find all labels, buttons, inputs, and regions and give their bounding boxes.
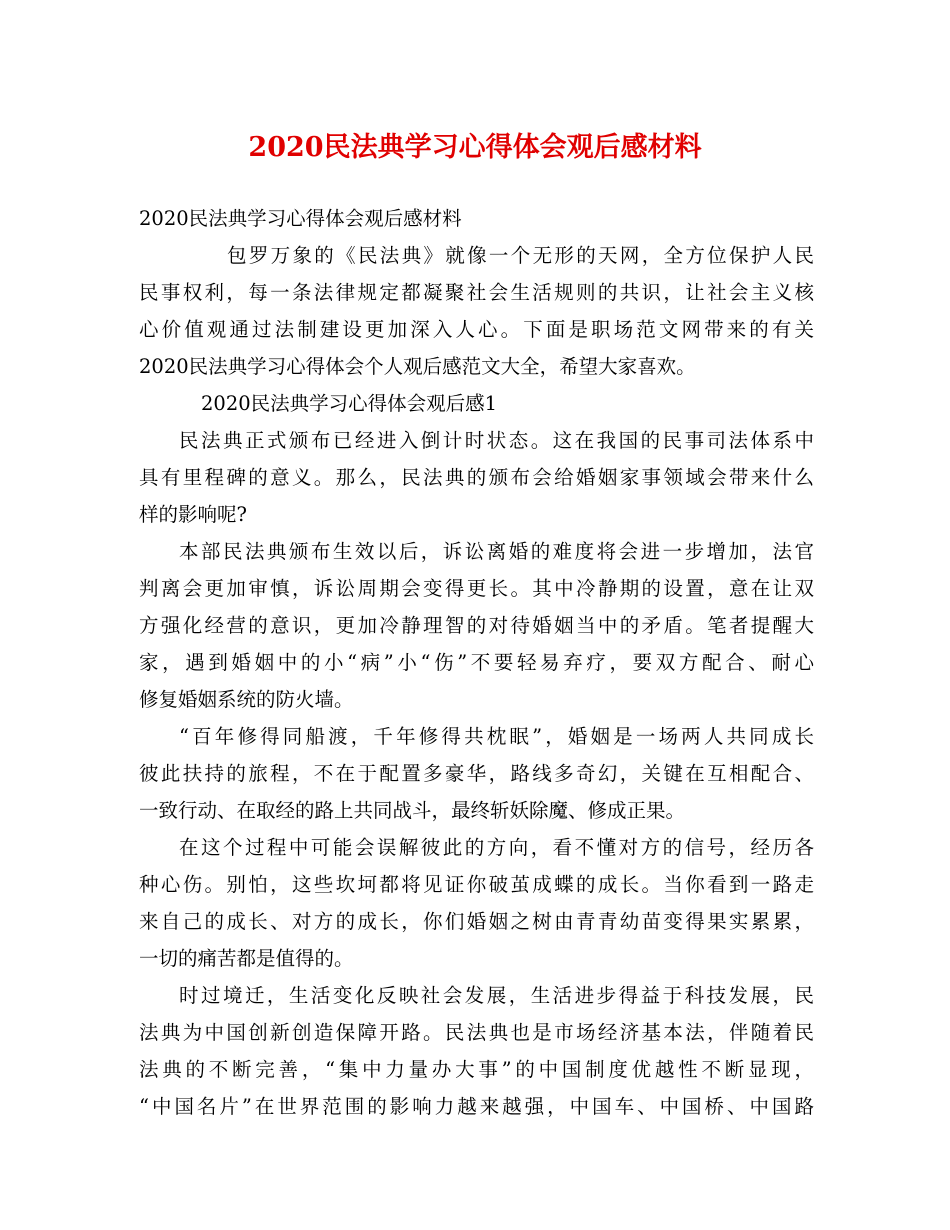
paragraph-line: 判离会更加审慎，诉讼周期会变得更长。其中冷静期的设置，意在让双 <box>139 577 814 600</box>
paragraph-line: 修复婚姻系统的防火墙。 <box>139 688 354 711</box>
paragraph-line: “百年修得同船渡，千年修得共枕眠”，婚姻是一场两人共同成长 <box>179 725 814 748</box>
intro-line: 包罗万象的《民法典》就像一个无形的天网，全方位保护人民 <box>227 244 814 267</box>
paragraph-line: 法典的不断完善，“集中力量办大事”的中国制度优越性不断显现， <box>139 1058 814 1081</box>
paragraph-line: 彼此扶持的旅程，不在于配置多豪华，路线多奇幻，关键在互相配合、 <box>139 762 814 785</box>
intro-line: 民事权利，每一条法律规定都凝聚社会生活规则的共识，让社会主义核 <box>139 281 814 304</box>
paragraph-line: 一致行动、在取经的路上共同战斗，最终斩妖除魔、修成正果。 <box>139 799 686 822</box>
paragraph-line: 具有里程碑的意义。那么，民法典的颁布会给婚姻家事领域会带来什么 <box>139 466 814 489</box>
document-body <box>139 200 814 1125</box>
paragraph-line: 法典为中国创新创造保障开路。民法典也是市场经济基本法，伴随着民 <box>139 1021 814 1044</box>
section-subheading: 2020民法典学习心得体会观后感1 <box>201 392 498 415</box>
paragraph-line: 种心伤。别怕，这些坎坷都将见证你破茧成蝶的成长。当你看到一路走 <box>139 873 814 896</box>
body-heading: 2020民法典学习心得体会观后感材料 <box>139 207 462 230</box>
paragraph-line: 样的影响呢? <box>139 503 247 526</box>
paragraph-line: 来自己的成长、对方的成长，你们婚姻之树由青青幼苗变得果实累累， <box>139 910 814 933</box>
paragraph-line: 家，遇到婚姻中的小“病”小“伤”不要轻易弃疗，要双方配合、耐心 <box>139 651 814 674</box>
paragraph-line: 方强化经营的意识，更加冷静理智的对待婚姻当中的矛盾。笔者提醒大 <box>139 614 814 637</box>
paragraph-line: 本部民法典颁布生效以后，诉讼离婚的难度将会进一步增加，法官 <box>179 540 814 563</box>
paragraph-line: 时过境迁，生活变化反映社会发展，生活进步得益于科技发展，民 <box>179 984 814 1007</box>
paragraph-line: “中国名片”在世界范围的影响力越来越强，中国车、中国桥、中国路 <box>139 1095 814 1118</box>
paragraph-line: 一切的痛苦都是值得的。 <box>139 947 354 970</box>
intro-line: 心价值观通过法制建设更加深入人心。下面是职场范文网带来的有关 <box>139 318 814 341</box>
paragraph-line: 在这个过程中可能会误解彼此的方向，看不懂对方的信号，经历各 <box>179 836 814 859</box>
intro-line: 2020民法典学习心得体会个人观后感范文大全，希望大家喜欢。 <box>139 355 696 378</box>
paragraph-line: 民法典正式颁布已经进入倒计时状态。这在我国的民事司法体系中 <box>179 429 814 452</box>
document-title: 2020民法典学习心得体会观后感材料 <box>248 132 702 163</box>
